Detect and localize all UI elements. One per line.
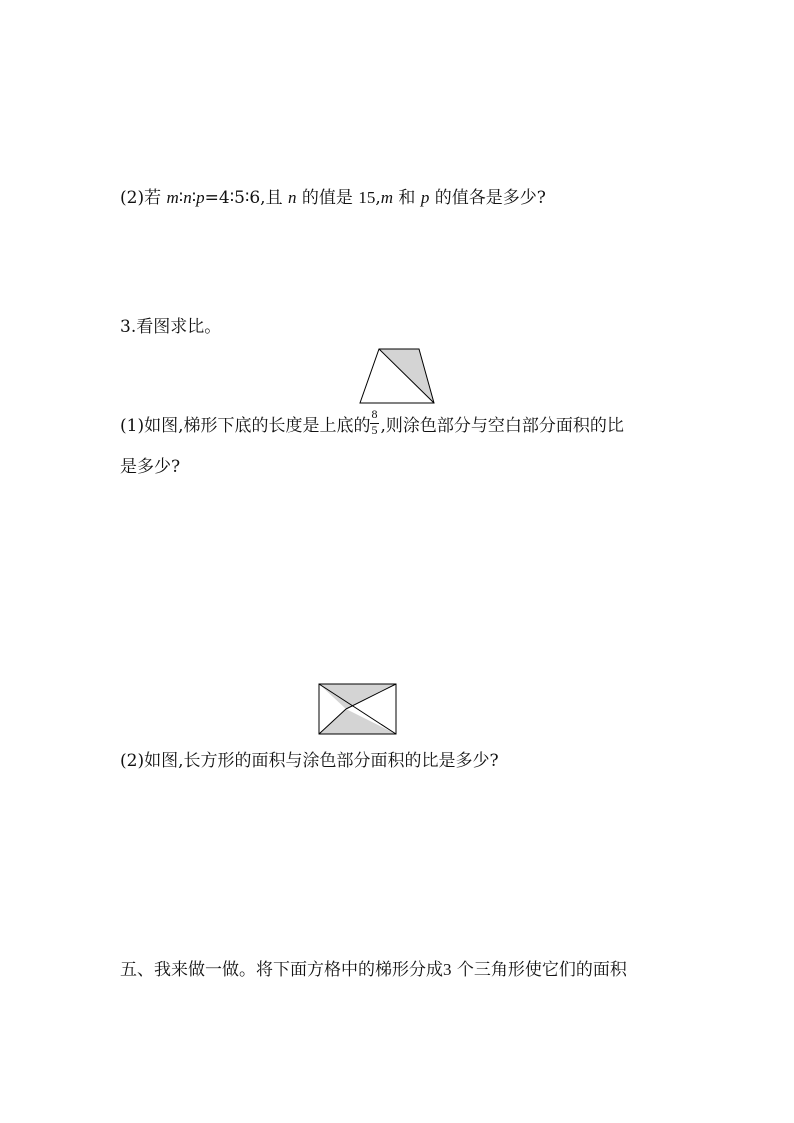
question-3-part-1-cont: 是多少? (120, 457, 181, 477)
rectangle-figure (318, 683, 398, 735)
rectangle-shaded-bottom (319, 709, 396, 734)
question-3-part-1: (1)如图,梯形下底的长度是上底的 $\frac{8}{5}$ ,则涂色部分与空白部分面积的比 (120, 407, 624, 437)
var-p: p (420, 188, 430, 207)
var-m: m (380, 188, 393, 207)
question-2-ratio: (2)若 m∶n∶p=4∶5∶6,且 n 的值是 15,m 和 p 的值各是多少? (120, 188, 546, 208)
question-3-title: 3.看图求比。 (120, 317, 222, 337)
var-n: n (183, 188, 192, 207)
trapezoid-figure (359, 348, 441, 406)
question-3-part-2: (2)如图,长方形的面积与涂色部分面积的比是多少? (120, 751, 499, 771)
var-n: n (288, 188, 297, 207)
section-5-instruction: 五、我来做一做。将下面方格中的梯形分成3 个三角形使它们的面积 (120, 960, 627, 980)
var-m: m (166, 188, 179, 207)
var-p: p (196, 188, 205, 207)
fraction-eight-fifths: $\frac{8}{5}$ (371, 407, 378, 437)
rectangle-shaded-top (319, 684, 396, 709)
